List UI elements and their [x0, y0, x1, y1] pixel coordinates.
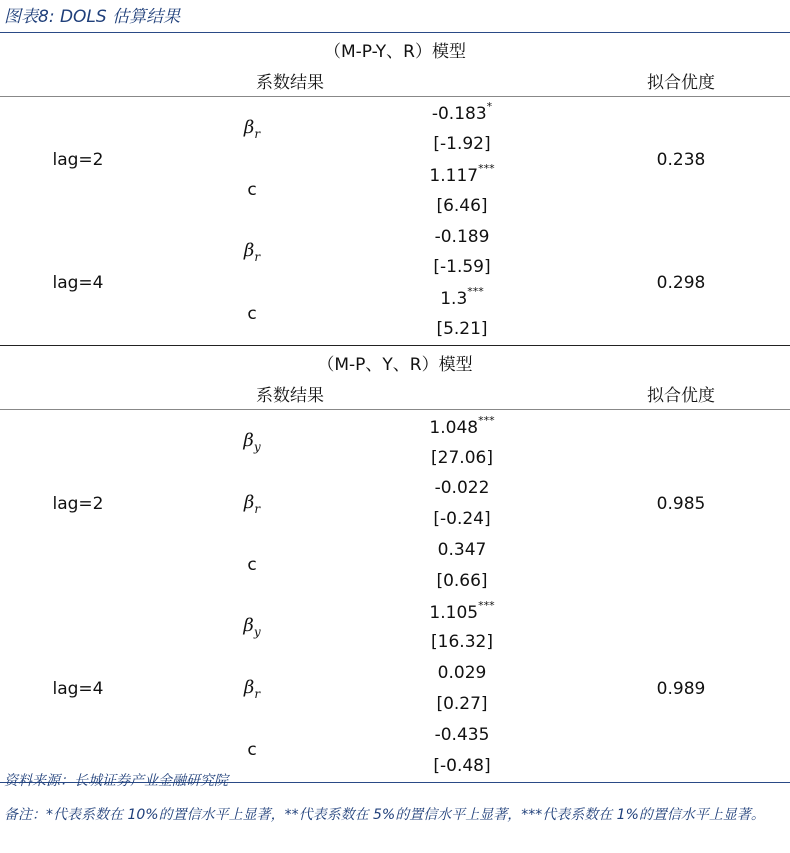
coefficient-value	[435, 227, 490, 247]
header-rule	[0, 96, 790, 97]
lag-label: lag=4	[52, 272, 104, 293]
lag-label: lag=2	[52, 493, 104, 514]
panel-header: （M-P-Y、R）模型	[324, 42, 466, 62]
panel-header: （M-P、Y、R）模型	[317, 355, 473, 376]
coefficient-number: -0.183	[431, 104, 487, 125]
significance-stars: ***	[478, 162, 495, 176]
t-statistic: [-0.24]	[433, 509, 491, 530]
variable-symbol	[247, 555, 256, 575]
variable-symbol-subscript: r	[254, 686, 261, 701]
variable-symbol-subscript: r	[254, 501, 261, 516]
variable-symbol	[247, 740, 256, 760]
lag-label: lag=2	[52, 149, 104, 170]
t-statistic: [6.46]	[436, 195, 488, 216]
variable-symbol	[244, 240, 260, 264]
variable-symbol-base: β	[243, 676, 255, 698]
variable-symbol-base: β	[243, 117, 255, 138]
goodness-of-fit-value: 0.238	[656, 149, 706, 170]
t-statistic: [-1.59]	[433, 257, 491, 278]
variable-symbol	[244, 117, 260, 141]
variable-symbol	[247, 180, 256, 200]
variable-symbol-subscript: y	[253, 624, 261, 639]
coefficient-number: 1.3	[440, 289, 468, 310]
figure-title: 图表8: DOLS 估算结果	[4, 7, 181, 27]
variable-symbol	[243, 615, 260, 639]
header-rule	[0, 409, 790, 410]
variable-symbol-base: c	[247, 740, 257, 761]
variable-symbol-base: β	[243, 240, 255, 262]
variable-symbol	[244, 677, 260, 701]
t-statistic: [0.66]	[436, 570, 488, 591]
significance-stars: ***	[467, 285, 484, 299]
goodness-of-fit-value: 0.298	[656, 272, 706, 293]
t-statistic: [0.27]	[436, 694, 488, 714]
variable-symbol-base: β	[243, 430, 254, 452]
coefficient-value	[438, 540, 487, 560]
coefficient-value	[440, 287, 484, 309]
significance-stars: *	[486, 100, 493, 114]
t-statistic: [-1.92]	[433, 134, 491, 155]
title-rule	[0, 32, 790, 33]
coefficient-value	[438, 663, 487, 683]
variable-symbol-base: β	[243, 615, 254, 637]
t-statistic: [-0.48]	[433, 755, 491, 776]
goodness-of-fit-value: 0.989	[656, 678, 706, 699]
coefficient-number: -0.022	[434, 478, 490, 499]
source-note: 资料来源：长城证券产业金融研究院	[4, 773, 228, 789]
coefficient-number: -0.435	[434, 724, 490, 745]
variable-symbol	[244, 492, 260, 516]
coefficient-number: 1.117	[429, 165, 479, 186]
coefficient-value	[435, 725, 490, 745]
coefficient-value	[429, 413, 495, 438]
coefficient-number: 1.048	[429, 417, 479, 438]
coefficient-number: 0.347	[437, 540, 487, 560]
t-statistic: [27.06]	[431, 447, 493, 468]
lag-label: lag=4	[52, 678, 104, 699]
column-header-coefficients: 系数结果	[256, 386, 324, 407]
significance-stars: ***	[478, 598, 495, 612]
variable-symbol-subscript: r	[254, 249, 261, 264]
coefficient-value	[435, 478, 490, 498]
significance-stars: ***	[478, 413, 495, 427]
coefficient-number: 1.105	[429, 602, 479, 623]
coefficient-number: 0.029	[437, 663, 487, 684]
column-header-goodness-of-fit: 拟合优度	[647, 73, 715, 93]
column-header-goodness-of-fit: 拟合优度	[647, 386, 715, 407]
variable-symbol-base: c	[247, 303, 257, 324]
variable-symbol-base: c	[247, 180, 257, 201]
coefficient-value	[429, 164, 494, 186]
goodness-of-fit-value: 0.985	[656, 493, 706, 514]
variable-symbol-subscript: r	[254, 126, 261, 141]
variable-symbol	[247, 304, 256, 324]
coefficient-value	[431, 100, 493, 125]
column-header-coefficients: 系数结果	[256, 73, 324, 93]
variable-symbol	[243, 430, 260, 454]
variable-symbol-subscript: y	[253, 439, 261, 454]
coefficient-number: -0.189	[434, 226, 490, 247]
panel-bottom-rule	[0, 345, 790, 346]
variable-symbol-base: β	[243, 492, 255, 513]
coefficient-value	[429, 598, 495, 623]
variable-symbol-base: c	[247, 555, 257, 576]
t-statistic: [16.32]	[431, 632, 493, 653]
t-statistic: [5.21]	[436, 319, 488, 339]
significance-note: 备注：*代表系数在 10%的置信水平上显著，**代表系数在 5%的置信水平上显著，***代表系数在 1%的置信水平上显著。	[4, 807, 765, 823]
